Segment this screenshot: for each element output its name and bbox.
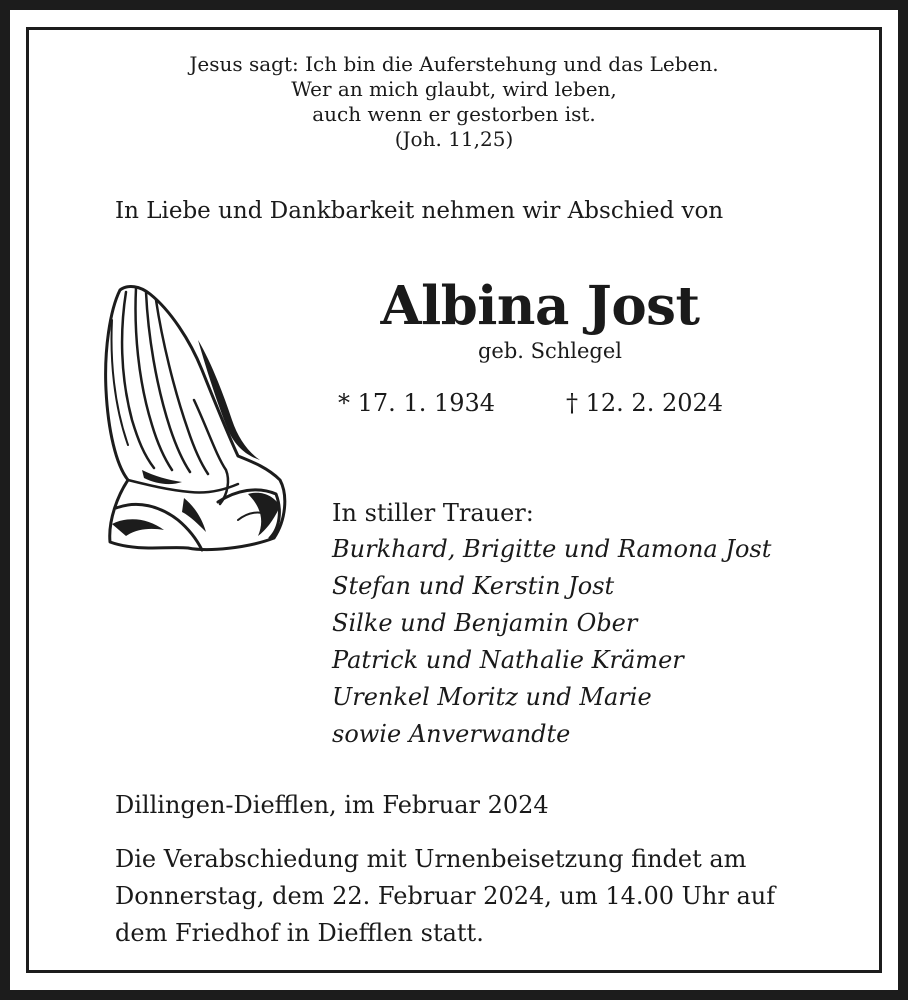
verse-reference: (Joh. 11,25) [394,127,514,151]
mourner-name: Patrick und Nathalie Krämer [332,646,684,674]
place-date: Dillingen-Diefflen, im Februar 2024 [115,791,549,819]
verse-line-3: auch wenn er gestorben ist. [312,102,596,126]
deceased-name: Albina Jost [380,275,700,337]
birth-name: geb. Schlegel [477,339,623,363]
mourner-name: Stefan und Kerstin Jost [332,572,615,600]
funeral-notice-line-1: Die Verabschiedung mit Urnenbeisetzung findet am [115,845,747,873]
death-date: † 12. 2. 2024 [566,389,724,417]
verse-line-1: Jesus sagt: Ich bin die Auferstehung und das Leben. [189,52,719,76]
intro-text: In Liebe und Dankbarkeit nehmen wir Abschied von [115,198,724,224]
mourner-name: Urenkel Moritz und Marie [332,683,652,711]
mourner-name: sowie Anverwandte [332,720,571,748]
funeral-notice-line-3: dem Friedhof in Diefflen statt. [115,919,484,947]
mourner-name: Burkhard, Brigitte und Ramona Jost [332,535,772,563]
verse-line-2: Wer an mich glaubt, wird leben, [291,77,617,101]
funeral-notice-line-2: Donnerstag, dem 22. Februar 2024, um 14.00 Uhr auf [115,882,776,910]
birth-date: * 17. 1. 1934 [338,389,496,417]
mourners-heading: In stiller Trauer: [332,499,534,527]
mourner-name: Silke und Benjamin Ober [332,609,638,637]
